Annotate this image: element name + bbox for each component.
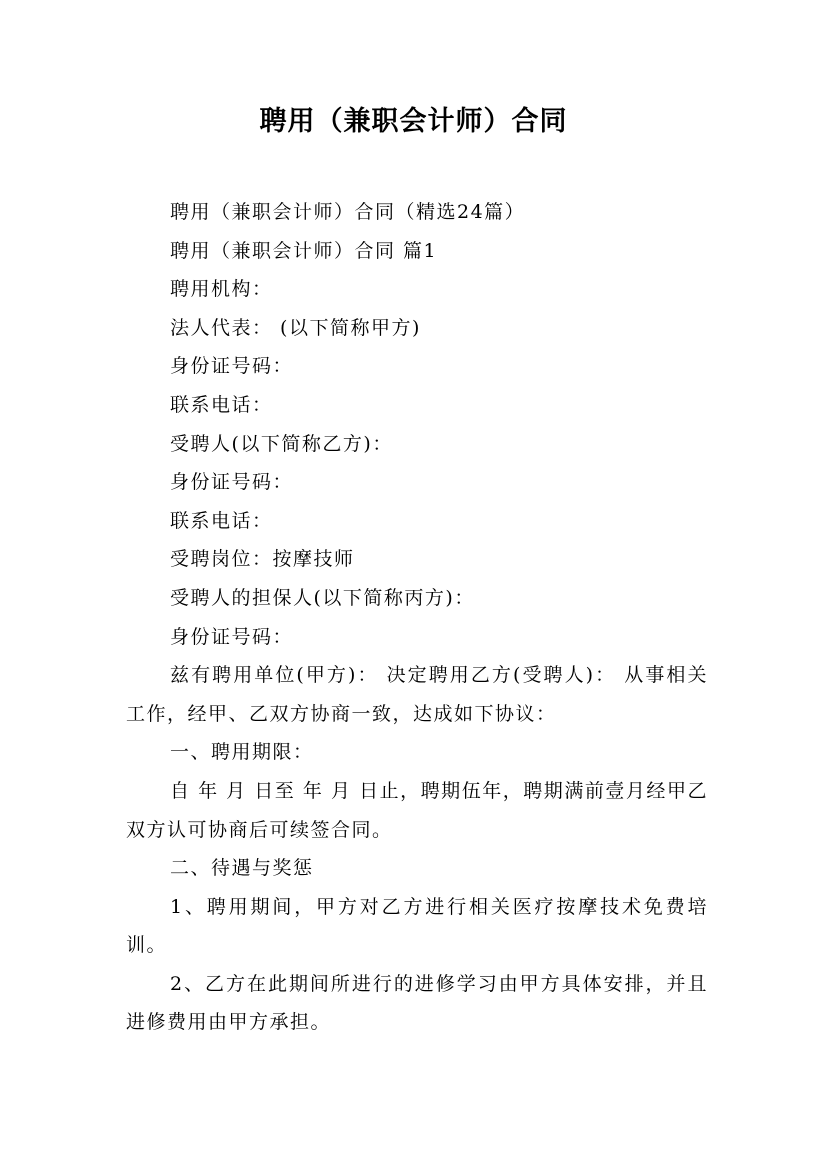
- paragraph-subtitle: 聘用（兼职会计师）合同（精选24篇）: [170, 201, 526, 223]
- field-legal-representative: 法人代表： (以下简称甲方): [170, 316, 421, 339]
- field-party-a-phone: 联系电话：: [170, 393, 273, 416]
- field-employer: 聘用机构：: [170, 278, 273, 301]
- field-party-a-id-number: 身份证号码：: [170, 355, 294, 378]
- clause-heading-term: 一、聘用期限：: [170, 741, 314, 764]
- field-party-b-phone: 联系电话：: [170, 509, 273, 532]
- paragraph-section-heading: 聘用（兼职会计师）合同 篇1: [170, 239, 438, 262]
- document-body: [126, 193, 708, 1042]
- field-party-c-id-number: 身份证号码：: [170, 625, 294, 648]
- paragraph-preamble: 兹有聘用单位(甲方)： 决定聘用乙方(受聘人)： 从事相关工作，经甲、乙双方协商一致，达成如下协议：: [126, 664, 708, 725]
- field-position: 受聘岗位：按摩技师: [170, 548, 355, 571]
- field-employee: 受聘人(以下简称乙方)：: [170, 432, 393, 455]
- clause-benefit-1: 1、聘用期间，甲方对乙方进行相关医疗按摩技术免费培训。: [126, 895, 708, 957]
- document-title: 聘用（兼职会计师）合同: [259, 106, 568, 137]
- clause-benefit-2: 2、乙方在此期间所进行的进修学习由甲方具体安排，并且进修费用由甲方承担。: [126, 972, 708, 1034]
- field-guarantor: 受聘人的担保人(以下简称丙方)：: [170, 586, 475, 609]
- clause-term-text: 自 年 月 日至 年 月 日止，聘期伍年，聘期满前壹月经甲乙双方认可协商后可续签合同。: [126, 779, 708, 841]
- field-party-b-id-number: 身份证号码：: [170, 471, 294, 494]
- clause-heading-benefits: 二、待遇与奖惩: [170, 857, 314, 880]
